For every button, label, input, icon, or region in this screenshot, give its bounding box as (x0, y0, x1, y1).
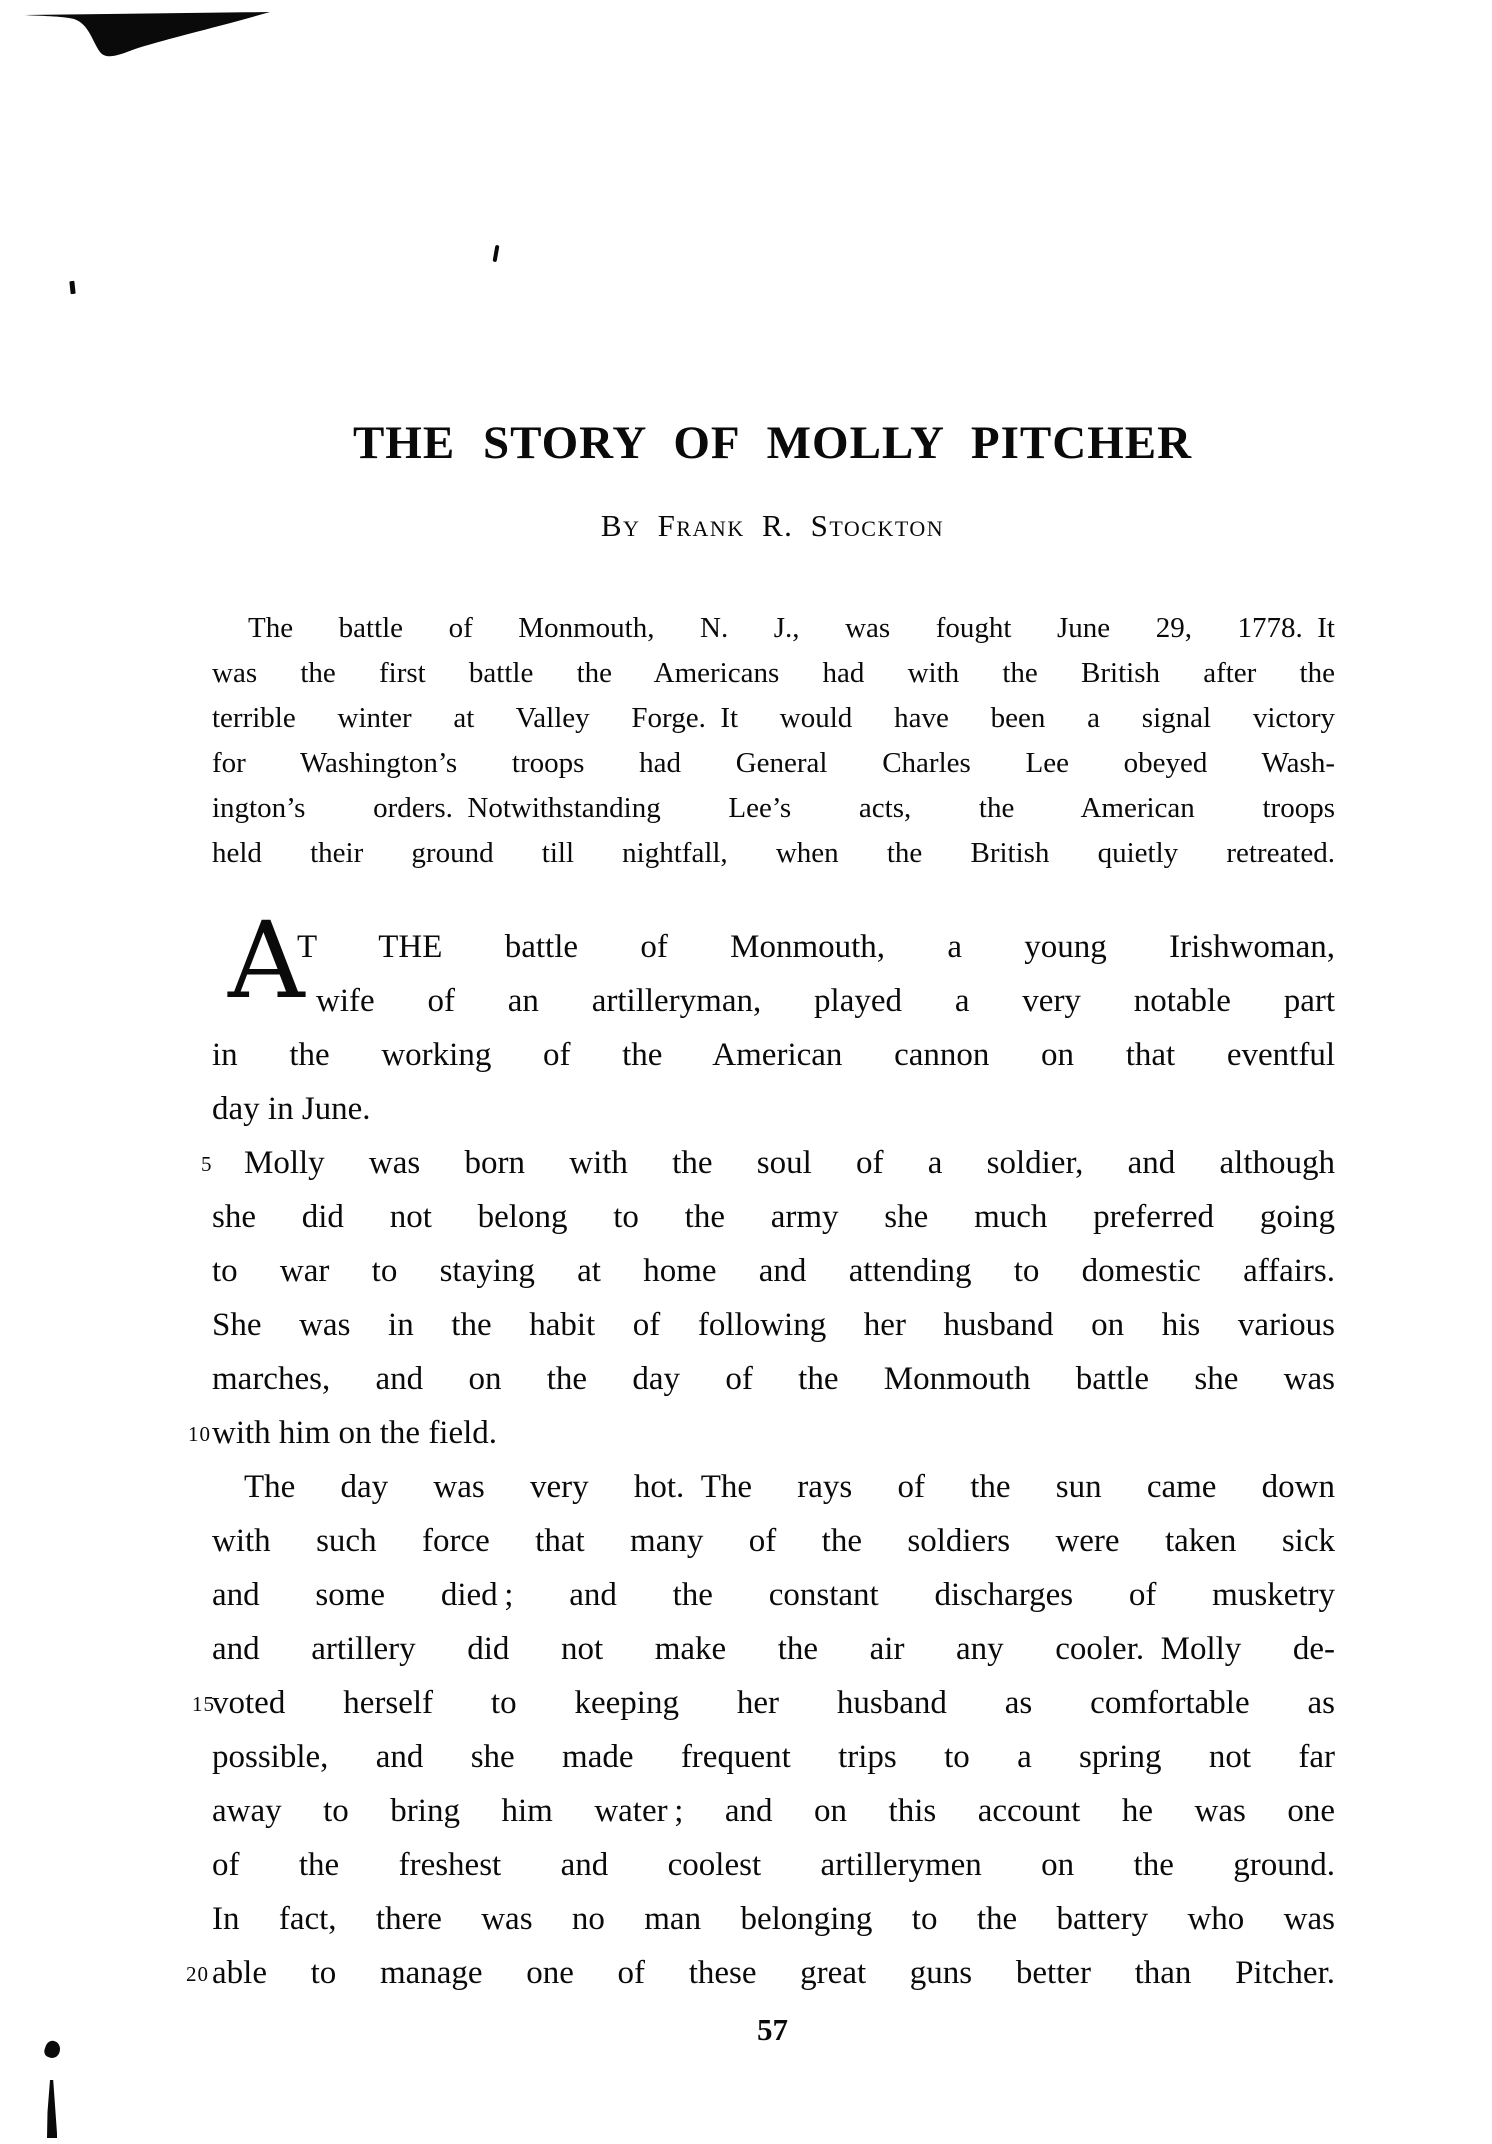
text-line: day in June. (212, 1091, 371, 1127)
intro-line: terrible winter at Valley Forge. It would have been a signal victory (212, 702, 1335, 734)
text-line (188, 1406, 1335, 1460)
text-line (186, 1946, 1335, 2000)
story-text (186, 899, 1335, 2000)
intro-line: held their ground till nightfall, when the British quietly retreated. (212, 837, 1335, 869)
drop-cap: A (228, 899, 305, 1022)
text-line: She was in the habit of following her husband on his various (212, 1307, 1335, 1343)
text-line-content: voted herself to keeping her husband as comfortable as (212, 1685, 1335, 1721)
text-line: possible, and she made frequent trips to a spring not far (212, 1739, 1335, 1775)
margin-line-number: 15 (192, 1692, 215, 1716)
ink-streak-lower-left (47, 2080, 57, 2138)
ink-spot-lower-left (43, 2039, 63, 2060)
text-line: and artillery did not make the air any cooler. Molly de- (212, 1631, 1335, 1667)
intro-line: ington’s orders. Notwithstanding Lee’s acts, the American troops (212, 792, 1335, 824)
text-line-content: Molly was born with the soul of a soldier, and although (244, 1145, 1335, 1181)
text-line-content: with him on the field. (212, 1415, 498, 1451)
intro-note (212, 606, 1335, 876)
text-line: The day was very hot. The rays of the sun came down (244, 1469, 1335, 1505)
text-line (201, 1136, 1335, 1190)
text-line: in the working of the American cannon on that eventful (212, 1037, 1335, 1073)
text-line (192, 1676, 1335, 1730)
intro-line: for Washington’s troops had General Charles Lee obeyed Wash- (212, 747, 1335, 779)
text-line: away to bring him water ; and on this account he was one (212, 1793, 1335, 1829)
page-number: 57 (757, 2012, 788, 2047)
intro-line: The battle of Monmouth, N. J., was fought June 29, 1778. It (248, 612, 1335, 644)
text-line: wife of an artilleryman, played a very notable part (316, 983, 1335, 1019)
text-line: T THE battle of Monmouth, a young Irishwoman, (297, 929, 1335, 965)
ink-mark-upper-right (493, 245, 500, 262)
ink-mark-upper-left (69, 281, 75, 294)
text-line: with such force that many of the soldiers were taken sick (212, 1523, 1335, 1559)
byline: By Frank R. Stockton (600, 508, 945, 543)
text-line: she did not belong to the army she much preferred going (212, 1199, 1335, 1235)
text-line: and some died ; and the constant discharges of musketry (212, 1577, 1335, 1613)
text-line: marches, and on the day of the Monmouth battle she was (212, 1361, 1335, 1397)
text-line-content: able to manage one of these great guns better than Pitcher. (212, 1955, 1335, 1991)
text-line: of the freshest and coolest artillerymen on the ground. (212, 1847, 1335, 1883)
text-line: to war to staying at home and attending to domestic affairs. (212, 1253, 1335, 1289)
page-title: THE STORY OF MOLLY PITCHER (352, 417, 1193, 469)
intro-line: was the first battle the Americans had with the British after the (212, 657, 1335, 689)
text-line: In fact, there was no man belonging to the battery who was (212, 1901, 1335, 1937)
scan-corner-artifact (22, 4, 272, 66)
margin-line-number: 5 (201, 1152, 213, 1176)
margin-line-number: 10 (188, 1422, 211, 1446)
margin-line-number: 20 (186, 1962, 209, 1986)
